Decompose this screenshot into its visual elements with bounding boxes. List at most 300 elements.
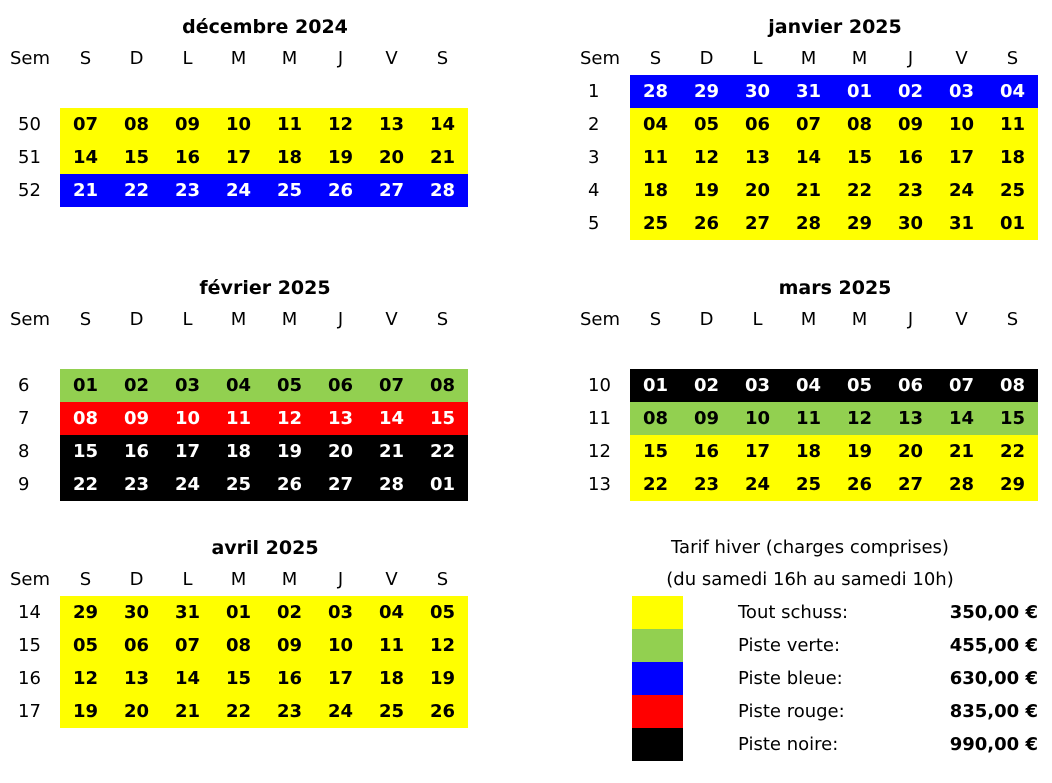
day-cell: 31 <box>174 602 201 623</box>
week-days <box>60 468 468 501</box>
day-cell: 05 <box>693 114 720 135</box>
day-cell: 22 <box>72 474 99 495</box>
week-days <box>630 435 1038 468</box>
day-cell: 04 <box>378 602 405 623</box>
week-days <box>60 402 468 435</box>
day-cell: 28 <box>378 474 405 495</box>
weekday-label: J <box>337 309 344 330</box>
day-cell: 03 <box>174 375 201 396</box>
tariff-price: 835,00 € <box>949 701 1038 722</box>
day-cell: 19 <box>276 441 303 462</box>
day-cell: 08 <box>72 408 99 429</box>
weekday-label: L <box>752 48 763 69</box>
day-cell: 09 <box>174 114 201 135</box>
day-cell: 09 <box>693 408 720 429</box>
day-cell: 25 <box>225 474 252 495</box>
day-cell: 11 <box>276 114 303 135</box>
day-cell: 07 <box>378 375 405 396</box>
week-number: 51 <box>18 147 41 168</box>
weekday-label: S <box>79 309 92 330</box>
week-days <box>630 468 1038 501</box>
day-cell: 04 <box>225 375 252 396</box>
week-row <box>570 435 1040 468</box>
weekday-header <box>570 303 1040 336</box>
day-cell: 19 <box>72 701 99 722</box>
day-cell: 05 <box>429 602 456 623</box>
day-cell: 19 <box>693 180 720 201</box>
day-cell: 23 <box>897 180 924 201</box>
weekday-label: M <box>230 569 247 590</box>
tariff-label: Piste rouge: <box>738 701 845 722</box>
day-cell: 25 <box>378 701 405 722</box>
day-cell: 10 <box>948 114 975 135</box>
day-cell: 24 <box>948 180 975 201</box>
week-days <box>630 75 1038 108</box>
day-cell: 26 <box>429 701 456 722</box>
weekday-label: S <box>436 569 449 590</box>
day-cell: 20 <box>897 441 924 462</box>
day-cell: 14 <box>72 147 99 168</box>
week-days <box>60 629 468 662</box>
day-cell: 28 <box>948 474 975 495</box>
day-cell: 21 <box>378 441 405 462</box>
day-cell: 29 <box>846 213 873 234</box>
week-row <box>570 141 1040 174</box>
weekday-label: M <box>230 48 247 69</box>
week-number: 14 <box>18 602 41 623</box>
color-swatch <box>632 596 683 629</box>
legend-row <box>580 662 1040 695</box>
day-cell: 06 <box>744 114 771 135</box>
day-cell: 20 <box>378 147 405 168</box>
day-cell: 30 <box>897 213 924 234</box>
week-number: 13 <box>588 474 611 495</box>
day-cell: 14 <box>795 147 822 168</box>
day-cell: 16 <box>123 441 150 462</box>
day-cell: 20 <box>123 701 150 722</box>
day-cell: 01 <box>999 213 1026 234</box>
day-cell: 20 <box>744 180 771 201</box>
day-cell: 06 <box>123 635 150 656</box>
day-cell: 01 <box>72 375 99 396</box>
week-days <box>60 108 468 141</box>
day-cell: 12 <box>846 408 873 429</box>
day-cell: 27 <box>744 213 771 234</box>
week-days <box>60 174 468 207</box>
day-cell: 14 <box>948 408 975 429</box>
week-days <box>60 596 468 629</box>
day-cell: 08 <box>225 635 252 656</box>
weekday-label: V <box>385 48 398 69</box>
day-cell: 01 <box>846 81 873 102</box>
tariff-label: Piste bleue: <box>738 668 843 689</box>
day-cell: 25 <box>999 180 1026 201</box>
day-cell: 08 <box>642 408 669 429</box>
day-cell: 11 <box>642 147 669 168</box>
week-row <box>0 435 470 468</box>
week-row <box>570 174 1040 207</box>
day-cell: 04 <box>999 81 1026 102</box>
day-cell: 24 <box>174 474 201 495</box>
day-cell: 08 <box>429 375 456 396</box>
day-cell: 10 <box>225 114 252 135</box>
weekday-label: M <box>230 309 247 330</box>
week-days <box>60 662 468 695</box>
week-number: 12 <box>588 441 611 462</box>
weekday-label: M <box>851 309 868 330</box>
day-cell: 04 <box>795 375 822 396</box>
day-cell: 11 <box>225 408 252 429</box>
day-cell: 27 <box>897 474 924 495</box>
week-number: 5 <box>588 213 600 234</box>
empty-row <box>0 336 470 369</box>
day-cell: 22 <box>225 701 252 722</box>
day-cell: 16 <box>693 441 720 462</box>
week-row <box>0 402 470 435</box>
week-number: 52 <box>18 180 41 201</box>
day-cell: 12 <box>72 668 99 689</box>
day-cell: 15 <box>225 668 252 689</box>
week-number: 50 <box>18 114 41 135</box>
weekday-label: S <box>1006 48 1019 69</box>
week-number: 11 <box>588 408 611 429</box>
day-cell: 12 <box>276 408 303 429</box>
day-cell: 25 <box>642 213 669 234</box>
weekday-label: M <box>281 48 298 69</box>
week-column-header: Sem <box>580 48 621 69</box>
day-cell: 22 <box>642 474 669 495</box>
day-cell: 18 <box>642 180 669 201</box>
day-cell: 05 <box>846 375 873 396</box>
calendar-december-2024 <box>0 12 470 207</box>
day-cell: 07 <box>948 375 975 396</box>
weekday-label: L <box>182 48 193 69</box>
day-cell: 07 <box>72 114 99 135</box>
week-number: 7 <box>18 408 30 429</box>
day-cell: 07 <box>174 635 201 656</box>
week-days <box>630 402 1038 435</box>
week-number: 1 <box>588 81 600 102</box>
week-days <box>60 695 468 728</box>
day-cell: 27 <box>327 474 354 495</box>
calendar-january-2025 <box>570 12 1040 240</box>
week-days <box>60 141 468 174</box>
weekday-label: L <box>752 309 763 330</box>
week-days <box>630 108 1038 141</box>
weekday-label: M <box>281 309 298 330</box>
day-cell: 11 <box>378 635 405 656</box>
day-cell: 10 <box>327 635 354 656</box>
week-row <box>570 402 1040 435</box>
day-cell: 22 <box>999 441 1026 462</box>
color-swatch <box>632 662 683 695</box>
month-title: février 2025 <box>199 277 331 299</box>
weekday-label: M <box>800 309 817 330</box>
day-cell: 14 <box>429 114 456 135</box>
day-cell: 30 <box>744 81 771 102</box>
day-cell: 25 <box>795 474 822 495</box>
month-title: mars 2025 <box>778 277 892 299</box>
tariff-label: Piste noire: <box>738 734 839 755</box>
day-cell: 23 <box>276 701 303 722</box>
day-cell: 22 <box>123 180 150 201</box>
empty-row <box>570 336 1040 369</box>
weekday-label: M <box>281 569 298 590</box>
day-cell: 16 <box>174 147 201 168</box>
day-cell: 04 <box>642 114 669 135</box>
week-column-header: Sem <box>10 569 51 590</box>
week-days <box>630 207 1038 240</box>
day-cell: 28 <box>429 180 456 201</box>
weekday-label: J <box>337 569 344 590</box>
day-cell: 10 <box>174 408 201 429</box>
week-number: 6 <box>18 375 30 396</box>
day-cell: 03 <box>327 602 354 623</box>
day-cell: 12 <box>327 114 354 135</box>
week-column-header: Sem <box>10 48 51 69</box>
week-days <box>630 141 1038 174</box>
weekday-label: V <box>955 48 968 69</box>
day-cell: 15 <box>72 441 99 462</box>
weekday-label: S <box>649 48 662 69</box>
day-cell: 16 <box>276 668 303 689</box>
day-cell: 28 <box>642 81 669 102</box>
tariff-price: 630,00 € <box>949 668 1038 689</box>
day-cell: 31 <box>795 81 822 102</box>
tariff-label: Tout schuss: <box>738 602 849 623</box>
weekday-label: J <box>907 48 914 69</box>
day-cell: 20 <box>327 441 354 462</box>
day-cell: 18 <box>225 441 252 462</box>
day-cell: 06 <box>327 375 354 396</box>
week-row <box>0 629 470 662</box>
day-cell: 09 <box>123 408 150 429</box>
day-cell: 02 <box>693 375 720 396</box>
week-row <box>0 662 470 695</box>
day-cell: 13 <box>123 668 150 689</box>
week-row <box>0 141 470 174</box>
day-cell: 08 <box>123 114 150 135</box>
week-number: 15 <box>18 635 41 656</box>
legend-title: Tarif hiver (charges comprises) <box>671 537 949 558</box>
day-cell: 02 <box>897 81 924 102</box>
day-cell: 17 <box>744 441 771 462</box>
weekday-label: V <box>385 309 398 330</box>
week-row <box>0 596 470 629</box>
day-cell: 14 <box>174 668 201 689</box>
weekday-label: D <box>129 309 144 330</box>
day-cell: 18 <box>795 441 822 462</box>
day-cell: 28 <box>795 213 822 234</box>
week-number: 3 <box>588 147 600 168</box>
day-cell: 13 <box>378 114 405 135</box>
day-cell: 19 <box>846 441 873 462</box>
day-cell: 31 <box>948 213 975 234</box>
tariff-price: 455,00 € <box>949 635 1038 656</box>
day-cell: 21 <box>174 701 201 722</box>
day-cell: 15 <box>846 147 873 168</box>
day-cell: 15 <box>999 408 1026 429</box>
day-cell: 18 <box>276 147 303 168</box>
color-swatch <box>632 629 683 662</box>
legend-row <box>580 695 1040 728</box>
day-cell: 19 <box>429 668 456 689</box>
color-swatch <box>632 695 683 728</box>
calendar-march-2025 <box>570 273 1040 501</box>
tariff-price: 990,00 € <box>949 734 1038 755</box>
calendar-april-2025 <box>0 533 470 728</box>
day-cell: 13 <box>744 147 771 168</box>
tariff-price: 350,00 € <box>949 602 1038 623</box>
weekday-label: L <box>182 569 193 590</box>
weekday-header <box>570 42 1040 75</box>
day-cell: 01 <box>225 602 252 623</box>
day-cell: 17 <box>225 147 252 168</box>
weekday-label: J <box>907 309 914 330</box>
weekday-label: S <box>436 309 449 330</box>
week-column-header: Sem <box>580 309 621 330</box>
week-number: 10 <box>588 375 611 396</box>
week-row <box>0 468 470 501</box>
day-cell: 22 <box>429 441 456 462</box>
week-column-header: Sem <box>10 309 51 330</box>
legend-row <box>580 629 1040 662</box>
empty-row <box>0 75 470 108</box>
day-cell: 13 <box>897 408 924 429</box>
week-days <box>630 369 1038 402</box>
weekday-label: S <box>79 48 92 69</box>
day-cell: 26 <box>693 213 720 234</box>
day-cell: 21 <box>795 180 822 201</box>
day-cell: 08 <box>846 114 873 135</box>
day-cell: 06 <box>897 375 924 396</box>
week-row <box>0 369 470 402</box>
weekday-header <box>0 303 470 336</box>
day-cell: 17 <box>174 441 201 462</box>
day-cell: 03 <box>948 81 975 102</box>
day-cell: 16 <box>897 147 924 168</box>
color-swatch <box>632 728 683 761</box>
day-cell: 05 <box>72 635 99 656</box>
week-row <box>570 108 1040 141</box>
month-title: décembre 2024 <box>182 16 348 38</box>
day-cell: 12 <box>429 635 456 656</box>
day-cell: 24 <box>327 701 354 722</box>
week-row <box>570 75 1040 108</box>
weekday-label: M <box>851 48 868 69</box>
day-cell: 22 <box>846 180 873 201</box>
week-number: 17 <box>18 701 41 722</box>
week-row <box>0 174 470 207</box>
day-cell: 10 <box>744 408 771 429</box>
day-cell: 15 <box>123 147 150 168</box>
legend-subtitle: (du samedi 16h au samedi 10h) <box>666 569 954 590</box>
day-cell: 27 <box>378 180 405 201</box>
calendar-february-2025 <box>0 273 470 501</box>
day-cell: 21 <box>72 180 99 201</box>
weekday-label: M <box>800 48 817 69</box>
weekday-label: V <box>385 569 398 590</box>
weekday-label: S <box>1006 309 1019 330</box>
day-cell: 09 <box>897 114 924 135</box>
day-cell: 23 <box>123 474 150 495</box>
tariff-legend <box>580 532 1040 761</box>
week-number: 16 <box>18 668 41 689</box>
day-cell: 19 <box>327 147 354 168</box>
day-cell: 11 <box>999 114 1026 135</box>
month-title: avril 2025 <box>211 537 319 559</box>
weekday-header <box>0 42 470 75</box>
day-cell: 29 <box>693 81 720 102</box>
weekday-label: D <box>129 48 144 69</box>
week-row <box>570 369 1040 402</box>
day-cell: 05 <box>276 375 303 396</box>
weekday-label: J <box>337 48 344 69</box>
legend-row <box>580 596 1040 629</box>
weekday-label: S <box>79 569 92 590</box>
weekday-label: D <box>129 569 144 590</box>
day-cell: 07 <box>795 114 822 135</box>
day-cell: 12 <box>693 147 720 168</box>
day-cell: 25 <box>276 180 303 201</box>
weekday-header <box>0 563 470 596</box>
day-cell: 02 <box>276 602 303 623</box>
week-days <box>60 369 468 402</box>
day-cell: 01 <box>429 474 456 495</box>
day-cell: 23 <box>693 474 720 495</box>
week-number: 8 <box>18 441 30 462</box>
day-cell: 17 <box>327 668 354 689</box>
week-row <box>0 108 470 141</box>
day-cell: 02 <box>123 375 150 396</box>
day-cell: 08 <box>999 375 1026 396</box>
month-title: janvier 2025 <box>768 16 902 38</box>
week-number: 9 <box>18 474 30 495</box>
tariff-label: Piste verte: <box>738 635 841 656</box>
day-cell: 26 <box>846 474 873 495</box>
day-cell: 24 <box>225 180 252 201</box>
day-cell: 18 <box>999 147 1026 168</box>
weekday-label: L <box>182 309 193 330</box>
day-cell: 21 <box>948 441 975 462</box>
week-row <box>570 207 1040 240</box>
day-cell: 15 <box>429 408 456 429</box>
weekday-label: V <box>955 309 968 330</box>
week-days <box>60 435 468 468</box>
week-number: 4 <box>588 180 600 201</box>
day-cell: 29 <box>72 602 99 623</box>
day-cell: 03 <box>744 375 771 396</box>
day-cell: 09 <box>276 635 303 656</box>
legend-row <box>580 728 1040 761</box>
day-cell: 13 <box>327 408 354 429</box>
day-cell: 26 <box>327 180 354 201</box>
day-cell: 17 <box>948 147 975 168</box>
weekday-label: S <box>649 309 662 330</box>
day-cell: 29 <box>999 474 1026 495</box>
day-cell: 21 <box>429 147 456 168</box>
week-number: 2 <box>588 114 600 135</box>
day-cell: 26 <box>276 474 303 495</box>
weekday-label: D <box>699 309 714 330</box>
weekday-label: S <box>436 48 449 69</box>
day-cell: 01 <box>642 375 669 396</box>
day-cell: 14 <box>378 408 405 429</box>
day-cell: 18 <box>378 668 405 689</box>
week-row <box>570 468 1040 501</box>
day-cell: 23 <box>174 180 201 201</box>
day-cell: 24 <box>744 474 771 495</box>
